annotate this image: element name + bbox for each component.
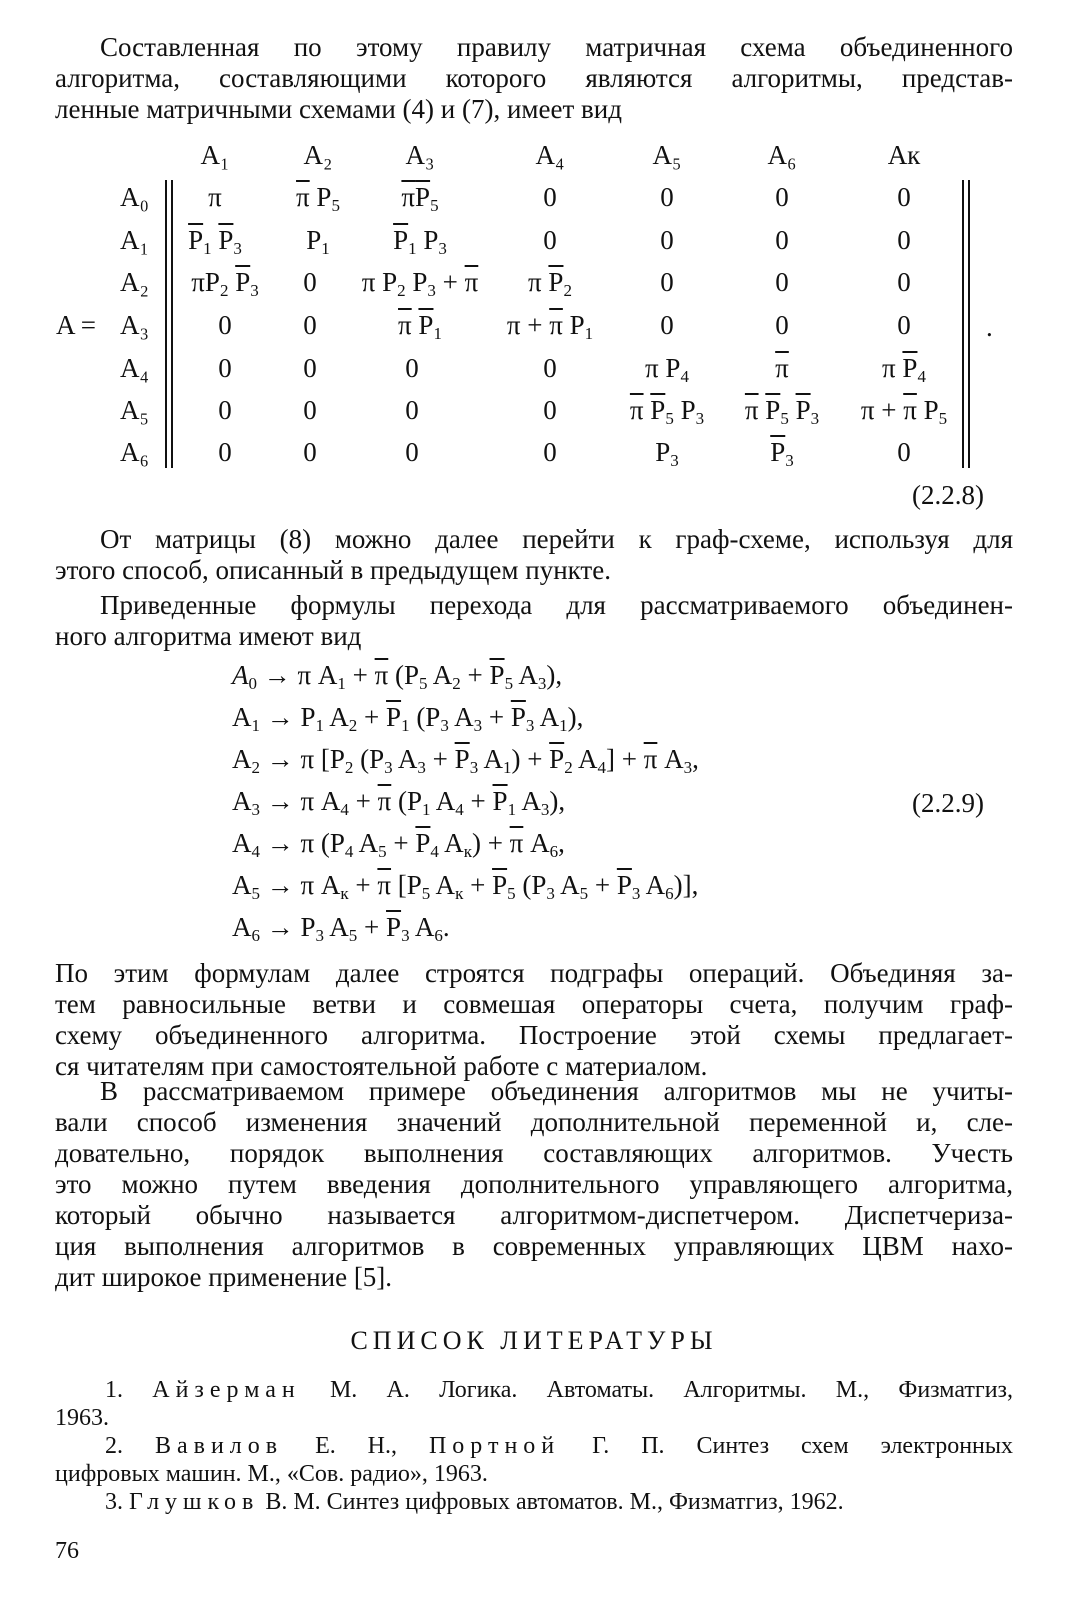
matrix-cell: 0	[303, 310, 317, 340]
paragraph-dispatcher	[55, 1076, 1013, 1107]
matrix-cell: 0	[218, 310, 232, 340]
col-header: A₃	[405, 140, 435, 170]
row-label: A₁	[120, 225, 149, 255]
text-line: Составленная по этому правилу матричная схема объединенного	[100, 32, 1013, 62]
matrix-cell: $\pi + \overline{\pi}$ $P_1$	[506, 310, 594, 343]
matrix-cell: 0	[303, 267, 317, 297]
matrix-cell: 0	[660, 182, 674, 212]
text-line: который обычно называется алгоритмом-диспетчером. Диспетчериза-	[55, 1200, 1013, 1230]
equation-number: (2.2.8)	[912, 480, 984, 510]
matrix-cell: 0	[218, 353, 232, 383]
row-label: A₃	[120, 310, 149, 340]
matrix-cell: π	[208, 182, 222, 212]
matrix-cell: $\pi P_2$ $\overline{P}_3$	[191, 267, 259, 300]
matrix-cell: π $\overline{P}_2$	[528, 267, 572, 300]
row-label: A₆	[120, 437, 149, 467]
paragraph-formulas-cont	[55, 621, 1013, 652]
matrix-cell: $\overline{\pi}$ $\overline{P}_5$ $P_3$	[629, 395, 705, 428]
paragraph-graph-cont	[55, 555, 1013, 586]
row-label: A₄	[120, 353, 149, 383]
row-label: A₀	[120, 182, 149, 212]
text-line: ция выполнения алгоритмов в современных управляющих ЦВМ нахо-	[55, 1231, 1013, 1261]
matrix-cell: $\overline{\pi}$	[775, 353, 789, 383]
matrix-cell: π $P_2$ $P_3 + \overline{\pi}$	[361, 267, 479, 300]
formula-line: $A_2 \to \pi$ [$P_2$ ($P_3$ $A_3 + \overline{P}_3$ $A_1) + \overline{P}_2$ $A_4] + \overline{\pi}$ $A_3$,	[232, 744, 699, 777]
text-line: это можно путем введения дополнительного управляющего алгоритма,	[55, 1169, 1013, 1199]
text-line: По этим формулам далее строятся подграфы операций. Объединяя за-	[55, 958, 1013, 988]
matrix-right-bar	[962, 180, 964, 468]
matrix-cell: 0	[775, 182, 789, 212]
col-header: A₂	[303, 140, 333, 170]
formula-line: $A_1 \to P_1$ $A_2 + \overline{P}_1$ ($P_3$ $A_3 + \overline{P}_3$ $A_1$),	[232, 702, 584, 735]
matrix-left-bar	[165, 180, 167, 468]
reference-line: 1963.	[55, 1405, 109, 1431]
reference-item	[55, 1376, 1013, 1432]
text-line: ленные матричными схемами (4) и (7), имеет вид	[55, 94, 622, 124]
references-heading: СПИСОК ЛИТЕРАТУРЫ	[350, 1326, 718, 1355]
row-label: A₂	[120, 267, 149, 297]
matrix-cell: 0	[660, 310, 674, 340]
text-line: алгоритма, составляющими которого являются алгоритмы, представ-	[55, 63, 1013, 93]
matrix-cell: 0	[775, 225, 789, 255]
text-line: тем равносильные ветви и совмешая операторы счета, получим граф-	[55, 989, 1013, 1019]
matrix-left-bar	[171, 180, 173, 468]
matrix-cell: 0	[897, 225, 911, 255]
matrix-cell: 0	[897, 182, 911, 212]
reference-item	[55, 1432, 1013, 1488]
text-line: ся читателям при самостоятельной работе с материалом.	[55, 1051, 708, 1081]
matrix-cell: $\overline{P}_3$	[770, 437, 794, 470]
text-line: В рассматриваемом примере объединения алгоритмов мы не учиты-	[100, 1076, 1013, 1106]
matrix-2-2-8	[0, 0, 1068, 520]
col-header: A₄	[535, 140, 565, 170]
matrix-cell: 0	[405, 353, 419, 383]
matrix-cell: 0	[543, 395, 557, 425]
matrix-cell: 0	[897, 437, 911, 467]
reference-line: 1. Айзерман М. А. Логика. Автоматы. Алгоритмы. М., Физматгиз,	[105, 1377, 1014, 1403]
matrix-cell: 0	[303, 353, 317, 383]
matrix-cell: 0	[660, 225, 674, 255]
text-line: Приведенные формулы перехода для рассматриваемого объединен-	[100, 590, 1013, 620]
matrix-cell: 0	[218, 437, 232, 467]
row-label: A₅	[120, 395, 149, 425]
reference-line: 3. Глушков В. М. Синтез цифровых автоматов. М., Физматгиз, 1962.	[105, 1489, 844, 1515]
text-line: схему объединенного алгоритма. Построение этой схемы предлагает-	[55, 1020, 1013, 1050]
matrix-cell: 0	[543, 353, 557, 383]
col-header: A₆	[767, 140, 797, 170]
matrix-cell: 0	[218, 395, 232, 425]
formula-line: $A_4 \to \pi$ ($P_4$ $A_5 + \overline{P}_4$ $A_к) + \overline{\pi}$ $A_6$,	[232, 828, 565, 861]
text-line: ного алгоритма имеют вид	[55, 621, 362, 651]
matrix-cell: 0	[543, 437, 557, 467]
matrix-cell: $P_3$	[655, 437, 679, 470]
reference-line: 2. Вавилов Е. Н., Портной Г. П. Синтез схем электронных	[105, 1433, 1014, 1459]
matrix-cell: $\overline{\pi}$ $\overline{P}_5$ $\overline{P}_3$	[744, 395, 820, 428]
matrix-cell: 0	[543, 182, 557, 212]
formulas-2-2-9	[232, 660, 932, 960]
reference-line: цифровых машин. М., «Сов. радио», 1963.	[55, 1461, 488, 1487]
matrix-right-bar	[968, 180, 970, 468]
paragraph-graph	[55, 524, 1013, 555]
matrix-cell: 0	[660, 267, 674, 297]
equation-number: (2.2.9)	[912, 788, 984, 818]
matrix-period: .	[986, 312, 993, 342]
matrix-prefix: A =	[56, 310, 96, 340]
matrix-cell: 0	[303, 395, 317, 425]
formula-line: $A_6 \to P_3$ $A_5 + \overline{P}_3$ $A_6$.	[232, 912, 450, 945]
reference-item	[55, 1488, 1013, 1516]
text-line: дит широкое применение [5].	[55, 1262, 393, 1292]
matrix-cell: $P_1$	[306, 225, 330, 258]
paragraph-subgraphs	[55, 958, 1013, 1082]
col-header: A₁	[200, 140, 230, 170]
matrix-cell: $\overline{P}_1$ $\overline{P}_3$	[188, 225, 242, 258]
matrix-cell: $\overline{\pi}$ $P_5$	[296, 182, 340, 215]
matrix-cell: $\overline{\pi}\overline{P}_5$	[401, 182, 439, 215]
matrix-cell: π $P_4$	[645, 353, 689, 386]
col-header: Aк	[887, 140, 921, 170]
matrix-cell: 0	[405, 395, 419, 425]
text-line: вали способ изменения значений дополнительной переменной и, сле-	[55, 1107, 1013, 1137]
text-line: От матрицы (8) можно далее перейти к граф-схеме, используя для	[100, 524, 1013, 554]
formula-line: $A_5 \to \pi$ $A_к + \overline{\pi}$ [$P_5$ $A_к + \overline{P}_5$ ($P_3$ $A_5 + \overline{P}_3$ $A_6$)],	[232, 870, 699, 903]
matrix-cell: 0	[775, 267, 789, 297]
matrix-cell: 0	[897, 310, 911, 340]
matrix-cell: $\pi + \overline{\pi}$ $P_5$	[860, 395, 948, 428]
matrix-cell: 0	[775, 310, 789, 340]
matrix-cell: 0	[303, 437, 317, 467]
col-header: A₅	[652, 140, 682, 170]
matrix-cell: 0	[405, 437, 419, 467]
formula-line: $A_3 \to \pi$ $A_4 + \overline{\pi}$ ($P_1$ $A_4 + \overline{P}_1$ $A_3$),	[232, 786, 566, 819]
matrix-cell: 0	[543, 225, 557, 255]
matrix-cell: π $\overline{P}_4$	[882, 353, 926, 386]
page-number: 76	[55, 1538, 79, 1564]
text-line: довательно, порядок выполнения составляющих алгоритмов. Учесть	[55, 1138, 1013, 1168]
matrix-cell: $\overline{\pi}$ $\overline{P}_1$	[398, 310, 442, 343]
matrix-cell: $\overline{P}_1$ $P_3$	[393, 225, 447, 258]
matrix-cell: 0	[897, 267, 911, 297]
formula-line: $A_0 \to \pi$ $A_1 + \overline{\pi}$ ($P_5$ $A_2 + \overline{P}_5$ $A_3$),	[232, 660, 563, 693]
text-line: этого способ, описанный в предыдущем пункте.	[55, 555, 611, 585]
paragraph-dispatcher-cont	[55, 1107, 1013, 1293]
paragraph-formulas	[55, 590, 1013, 621]
